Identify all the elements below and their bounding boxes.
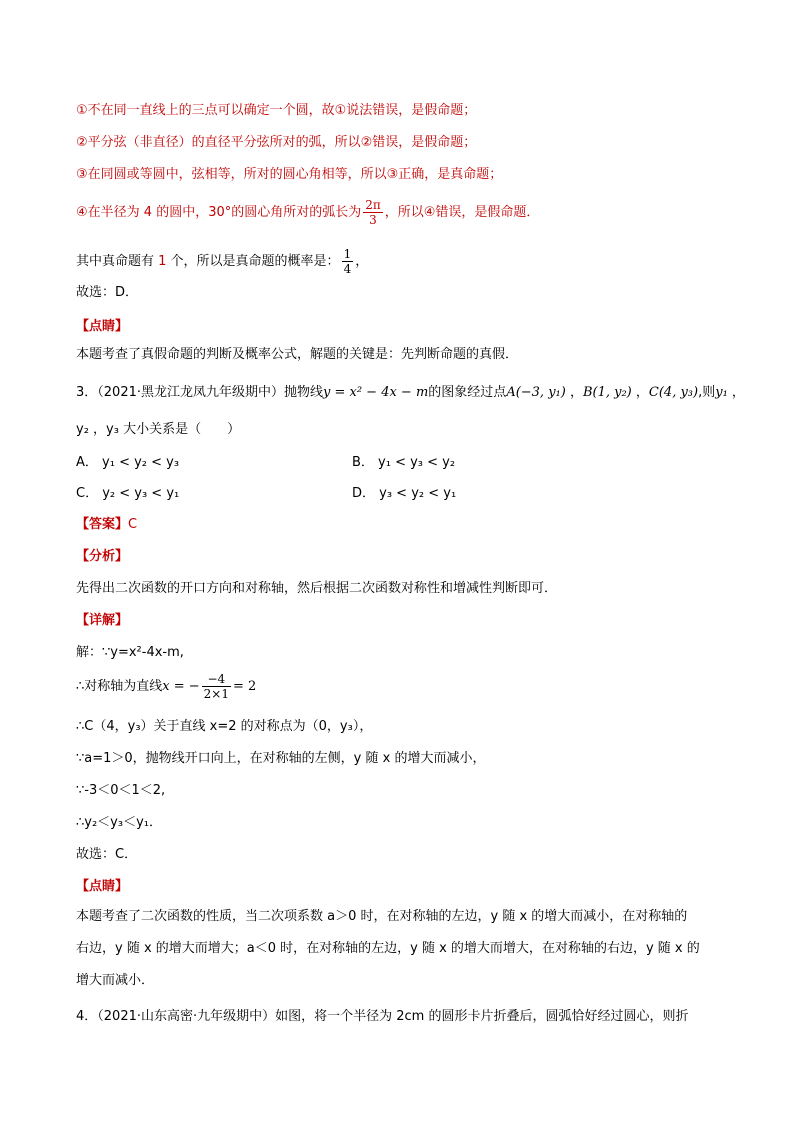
q3-axis-denominator: 2×1 bbox=[203, 687, 229, 701]
probability-text-b: 个，所以是真命题的概率是： bbox=[166, 254, 340, 269]
analysis-line-4-text: ④在半径为 4 的圆中，30°的圆心角所对的弧长为 bbox=[76, 205, 362, 220]
q3-stem-c: ,则 bbox=[698, 385, 716, 400]
q3-step-1: 解：∵y=x²-4x-m, bbox=[76, 645, 184, 660]
q3-xiangjie-label: 【详解】 bbox=[76, 613, 129, 628]
q3-step-7: 故选：C． bbox=[76, 847, 138, 862]
q3-option-b[interactable]: B． y₁ < y₃ < y₂ bbox=[352, 455, 456, 470]
q3-step-2 bbox=[76, 672, 256, 701]
q3-dianjing-label: 【点睛】 bbox=[76, 879, 129, 894]
q3-fenxi-label: 【分析】 bbox=[76, 549, 129, 564]
prev-dianjing-text: 本题考查了真假命题的判断及概率公式，解题的关键是：先判断命题的真假． bbox=[76, 347, 519, 362]
probability-line bbox=[76, 247, 368, 276]
analysis-line-2: ②平分弦（非直径）的直径平分弦所对的弧，所以②错误，是假命题； bbox=[76, 135, 477, 150]
q3-point-c: C(4, y₃) bbox=[648, 385, 699, 400]
q3-stem-line-2: y₂ ，y₃ 大小关系是（ ） bbox=[76, 422, 241, 437]
q3-point-a: A(−3, y₁) bbox=[506, 385, 566, 400]
arc-length-fraction bbox=[363, 198, 383, 227]
q3-step-4: ∵a=1＞0，抛物线开口向上，在对称轴的左侧，y 随 x 的增大而减小， bbox=[76, 751, 486, 766]
analysis-line-3: ③在同圆或等圆中，弦相等，所对的圆心角相等，所以③正确，是真命题； bbox=[76, 167, 503, 182]
analysis-line-4 bbox=[76, 198, 539, 227]
q3-option-a[interactable]: A． y₁ < y₂ < y₃ bbox=[76, 455, 180, 470]
q3-stem-a: 3．（2021·黑龙江龙凤九年级期中）抛物线 bbox=[76, 385, 323, 400]
arc-length-denominator: 3 bbox=[369, 213, 377, 227]
q3-answer bbox=[76, 516, 137, 534]
q3-dianjing-line-2: 右边，y 随 x 的增大而增大；a＜0 时，在对称轴的左边，y 随 x 的增大而增大，在对称轴的右边，y 随 x 的 bbox=[76, 941, 700, 956]
q3-step-2-text: ∴对称轴为直线 bbox=[76, 679, 163, 694]
q3-stem-y1: y₁ bbox=[715, 385, 728, 400]
q3-axis-lhs: x = − bbox=[162, 679, 200, 694]
q3-answer-label: 【答案】 bbox=[76, 517, 129, 532]
probability-denominator: 4 bbox=[343, 262, 352, 276]
q3-fenxi-text: 先得出二次函数的开口方向和对称轴，然后根据二次函数对称性和增减性判断即可． bbox=[76, 581, 558, 596]
q3-dianjing-line-3: 增大而减小． bbox=[76, 973, 155, 988]
q3-point-b: B(1, y₂) bbox=[582, 385, 632, 400]
q3-step-3: ∴C（4，y₃）关于直线 x=2 的对称点为（0，y₃）， bbox=[76, 719, 373, 734]
q3-option-c[interactable]: C． y₂ < y₃ < y₁ bbox=[76, 486, 180, 501]
q3-stem-line-1: 3．（2021·黑龙江龙凤九年级期中）抛物线y = x² − 4x − m的图象经过点A(−3, y₁) ，B(1, y₂) ，C(4, y₃),则y₁ ， bbox=[76, 385, 745, 400]
probability-text-c: ， bbox=[355, 254, 369, 269]
q3-answer-value: C bbox=[128, 517, 138, 532]
q3-axis-numerator: −4 bbox=[202, 672, 231, 687]
analysis-line-1: ①不在同一直线上的三点可以确定一个圆，故①说法错误，是假命题； bbox=[76, 103, 477, 118]
q4-stem: 4．（2021·山东高密·九年级期中）如图，将一个半径为 2cm 的圆形卡片折叠后，圆弧恰好经过圆心，则折 bbox=[76, 1009, 689, 1024]
q3-axis-fraction bbox=[202, 672, 231, 701]
arc-length-numerator: 2π bbox=[365, 198, 381, 212]
analysis-line-4-tail: ，所以④错误，是假命题． bbox=[384, 205, 540, 220]
prev-dianjing-label: 【点睛】 bbox=[76, 319, 129, 334]
q3-step-6: ∴y₂＜y₃＜y₁． bbox=[76, 815, 162, 830]
q3-step-5: ∵-3＜0＜1＜2, bbox=[76, 783, 166, 798]
q3-option-d[interactable]: D． y₃ < y₂ < y₁ bbox=[352, 486, 457, 501]
probability-text-a: 其中真命题有 bbox=[76, 254, 159, 269]
q3-dianjing-line-1: 本题考查了二次函数的性质，当二次项系数 a＞0 时，在对称轴的左边，y 随 x 的增大而减小，在对称轴的 bbox=[76, 909, 688, 924]
prev-answer: 故选：D． bbox=[76, 285, 139, 300]
q3-function: y = x² − 4x − m bbox=[323, 385, 429, 400]
probability-numerator: 1 bbox=[343, 247, 352, 261]
true-count: 1 bbox=[158, 254, 167, 269]
q3-axis-rhs: = 2 bbox=[233, 679, 257, 694]
probability-fraction bbox=[342, 247, 354, 276]
q3-stem-b: 的图象经过点 bbox=[428, 385, 507, 400]
